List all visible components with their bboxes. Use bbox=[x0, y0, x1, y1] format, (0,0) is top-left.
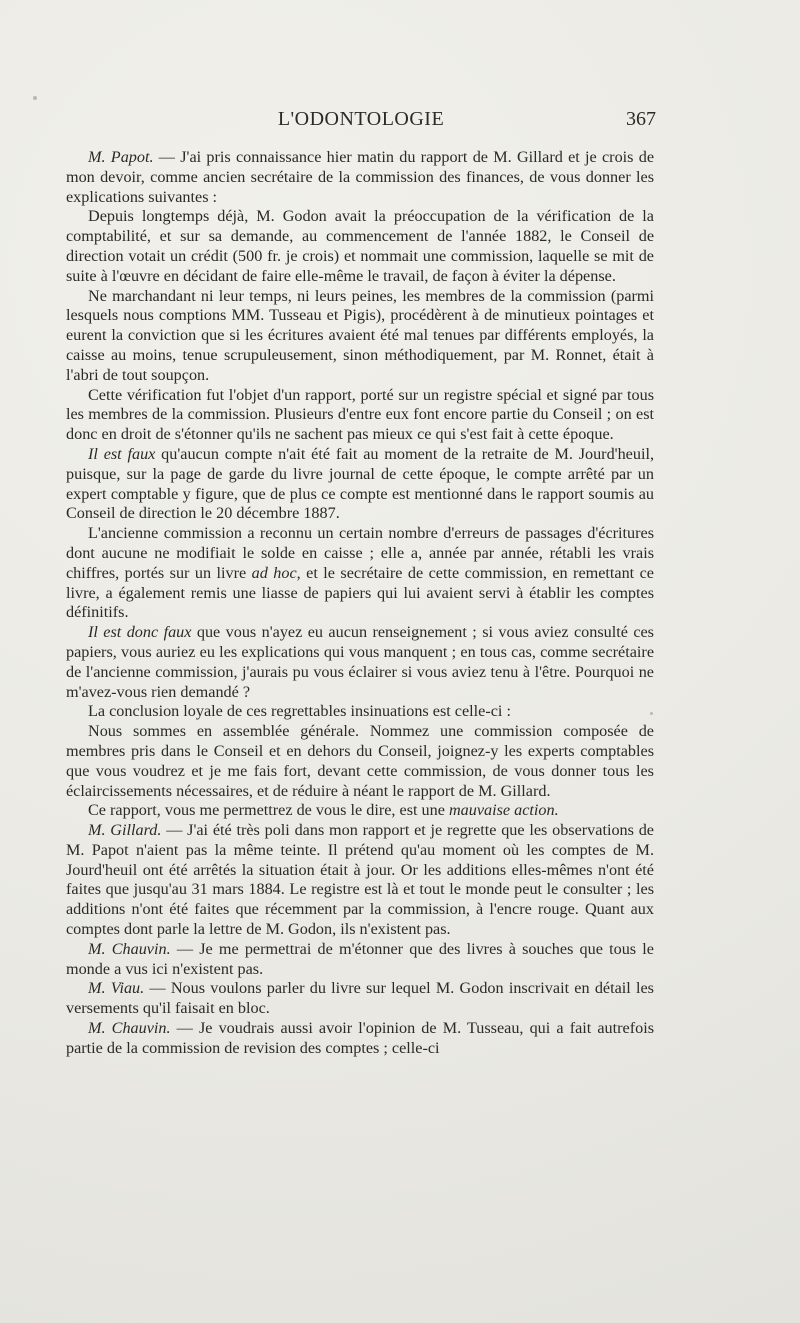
paper-speck bbox=[33, 96, 37, 100]
speaker-name: M. Gillard. bbox=[88, 821, 162, 840]
paragraph bbox=[66, 801, 654, 821]
paragraph-text: — Nous voulons parler du livre sur lequel M. Godon inscrivait en détail les versements qu'il faisait en bloc. bbox=[66, 979, 654, 1018]
paragraph-text: — J'ai pris connaissance hier matin du rapport de M. Gillard et je crois de mon devoir, comme ancien secrétaire de la commission des finances, de vous donner les explications suivantes : bbox=[66, 148, 655, 206]
paragraph bbox=[66, 524, 654, 623]
paragraph bbox=[66, 445, 654, 524]
paragraph bbox=[66, 821, 654, 940]
paragraph bbox=[66, 1019, 654, 1059]
paragraph-text: que vous n'ayez eu aucun renseignement ; si vous aviez consulté ces papiers, vous auriez eu les explications qui vous manquent ; en tous cas, comme secrétaire de l'ancienne commission, j'aurais pu vous éclairer si vous aviez tenu à l'être. Pourquoi ne m'avez-vous rien demandé ? bbox=[66, 623, 654, 701]
paragraph bbox=[66, 702, 654, 722]
paragraph-text: Ne marchandant ni leur temps, ni leurs peines, les membres de la commission (parmi lesquels nous comptions MM. Tusseau et Pigis), procédèrent à de minutieux pointages et eurent la conviction que si les écritures avaient été mal tenues par différents employés, la caisse au moins, tenue scrupuleusement, sinon méthodiquement, par M. Ronnet, était à l'abri de tout soupçon. bbox=[66, 286, 654, 384]
paragraph bbox=[66, 979, 654, 1019]
body-text bbox=[66, 148, 654, 1059]
emphasis-text: Il est donc faux bbox=[88, 623, 192, 642]
speaker-name: M. Papot. bbox=[88, 148, 154, 166]
paragraph-text: Nous sommes en assemblée générale. Nommez une commission composée de membres pris dans le Conseil et en dehors du Conseil, joignez-y les experts comptables que vous voudrez et je me fais fort, devant cette commission, de vous donner tous les éclaircissements nécessaires, et de réduire à néant le rapport de M. Gillard. bbox=[66, 722, 654, 800]
paragraph bbox=[66, 623, 654, 702]
paragraph bbox=[66, 287, 654, 386]
paragraph-text: — Je me permettrai de m'étonner que des livres à souches que tous le monde a vus ici n'existent pas. bbox=[66, 939, 654, 978]
paragraph bbox=[66, 386, 654, 445]
paragraph-text: — Je voudrais aussi avoir l'opinion de M. Tusseau, qui a fait autrefois partie de la commission de revision des comptes ; celle-ci bbox=[66, 1019, 655, 1057]
paragraph bbox=[66, 940, 654, 980]
speaker-name: M. Chauvin. bbox=[88, 939, 171, 958]
paragraph-text: L'ancienne commission a reconnu un certain nombre d'erreurs de passages d'écritures dont aucune ne modifiait le solde en caisse ; elle a, année par année, rétabli les vrais chiffres, portés sur un livre bbox=[66, 524, 654, 582]
paragraph-text: La conclusion loyale de ces regrettables insinuations est celle-ci : bbox=[88, 702, 511, 721]
speaker-name: M. Viau. bbox=[88, 979, 145, 998]
page-number: 367 bbox=[626, 108, 656, 130]
paragraph-text: , et le secrétaire de cette commission, en remettant ce livre, a également remis une liasse de papiers qui lui avaient servi à établir les comptes définitifs. bbox=[66, 563, 654, 622]
page-header bbox=[66, 108, 656, 134]
emphasis-text: ad hoc bbox=[251, 563, 297, 582]
paragraph bbox=[66, 722, 654, 801]
emphasis-text: Il est faux bbox=[88, 444, 156, 463]
paragraph-text: — J'ai été très poli dans mon rapport et je regrette que les observations de M. Papot n'aient pas la même teinte. Il prétend qu'au moment où les comptes de M. Jourd'heuil ont été arrêtés la situation était à jour. Or les additions elles-mêmes n'ont été faites que jusqu'au 31 mars 1884. Le registre est là et tout le monde peut le consulter ; les additions n'ont été faites que récemment par la commission, à l'encre rouge. Quant aux comptes dont parle la lettre de M. Godon, ils n'existent pas. bbox=[66, 821, 654, 939]
speaker-name: M. Chauvin. bbox=[88, 1019, 171, 1038]
emphasis-text: mauvaise action. bbox=[448, 801, 559, 820]
paragraph bbox=[66, 148, 654, 207]
paragraph-text: qu'aucun compte n'ait été fait au moment de la retraite de M. Jourd'heuil, puisque, sur la page de garde du livre journal de cette époque, le compte arrêté par un expert comptable y figure, que de plus ce compte est mentionné dans le rapport soumis au Conseil de direction le 20 décembre 1887. bbox=[66, 444, 654, 523]
paragraph-text: Depuis longtemps déjà, M. Godon avait la préoccupation de la vérification de la comptabilité, et sur sa demande, au commencement de l'année 1882, le Conseil de direction votait un crédit (500 fr. je crois) et nommait une commission, laquelle se mit de suite à l'œuvre en décidant de faire elle-même le travail, de façon à éviter la dépense. bbox=[66, 207, 654, 285]
running-head: L'ODONTOLOGIE bbox=[277, 108, 445, 130]
paragraph-text: Cette vérification fut l'objet d'un rapport, porté sur un registre spécial et signé par tous les membres de la commission. Plusieurs d'entre eux font encore partie du Conseil ; on est donc en droit de s'étonner qu'ils ne sachent pas mieux ce qui s'est fait à cette époque. bbox=[66, 385, 654, 444]
paragraph bbox=[66, 207, 654, 286]
paragraph-text: Ce rapport, vous me permettrez de vous le dire, est une bbox=[88, 801, 449, 820]
